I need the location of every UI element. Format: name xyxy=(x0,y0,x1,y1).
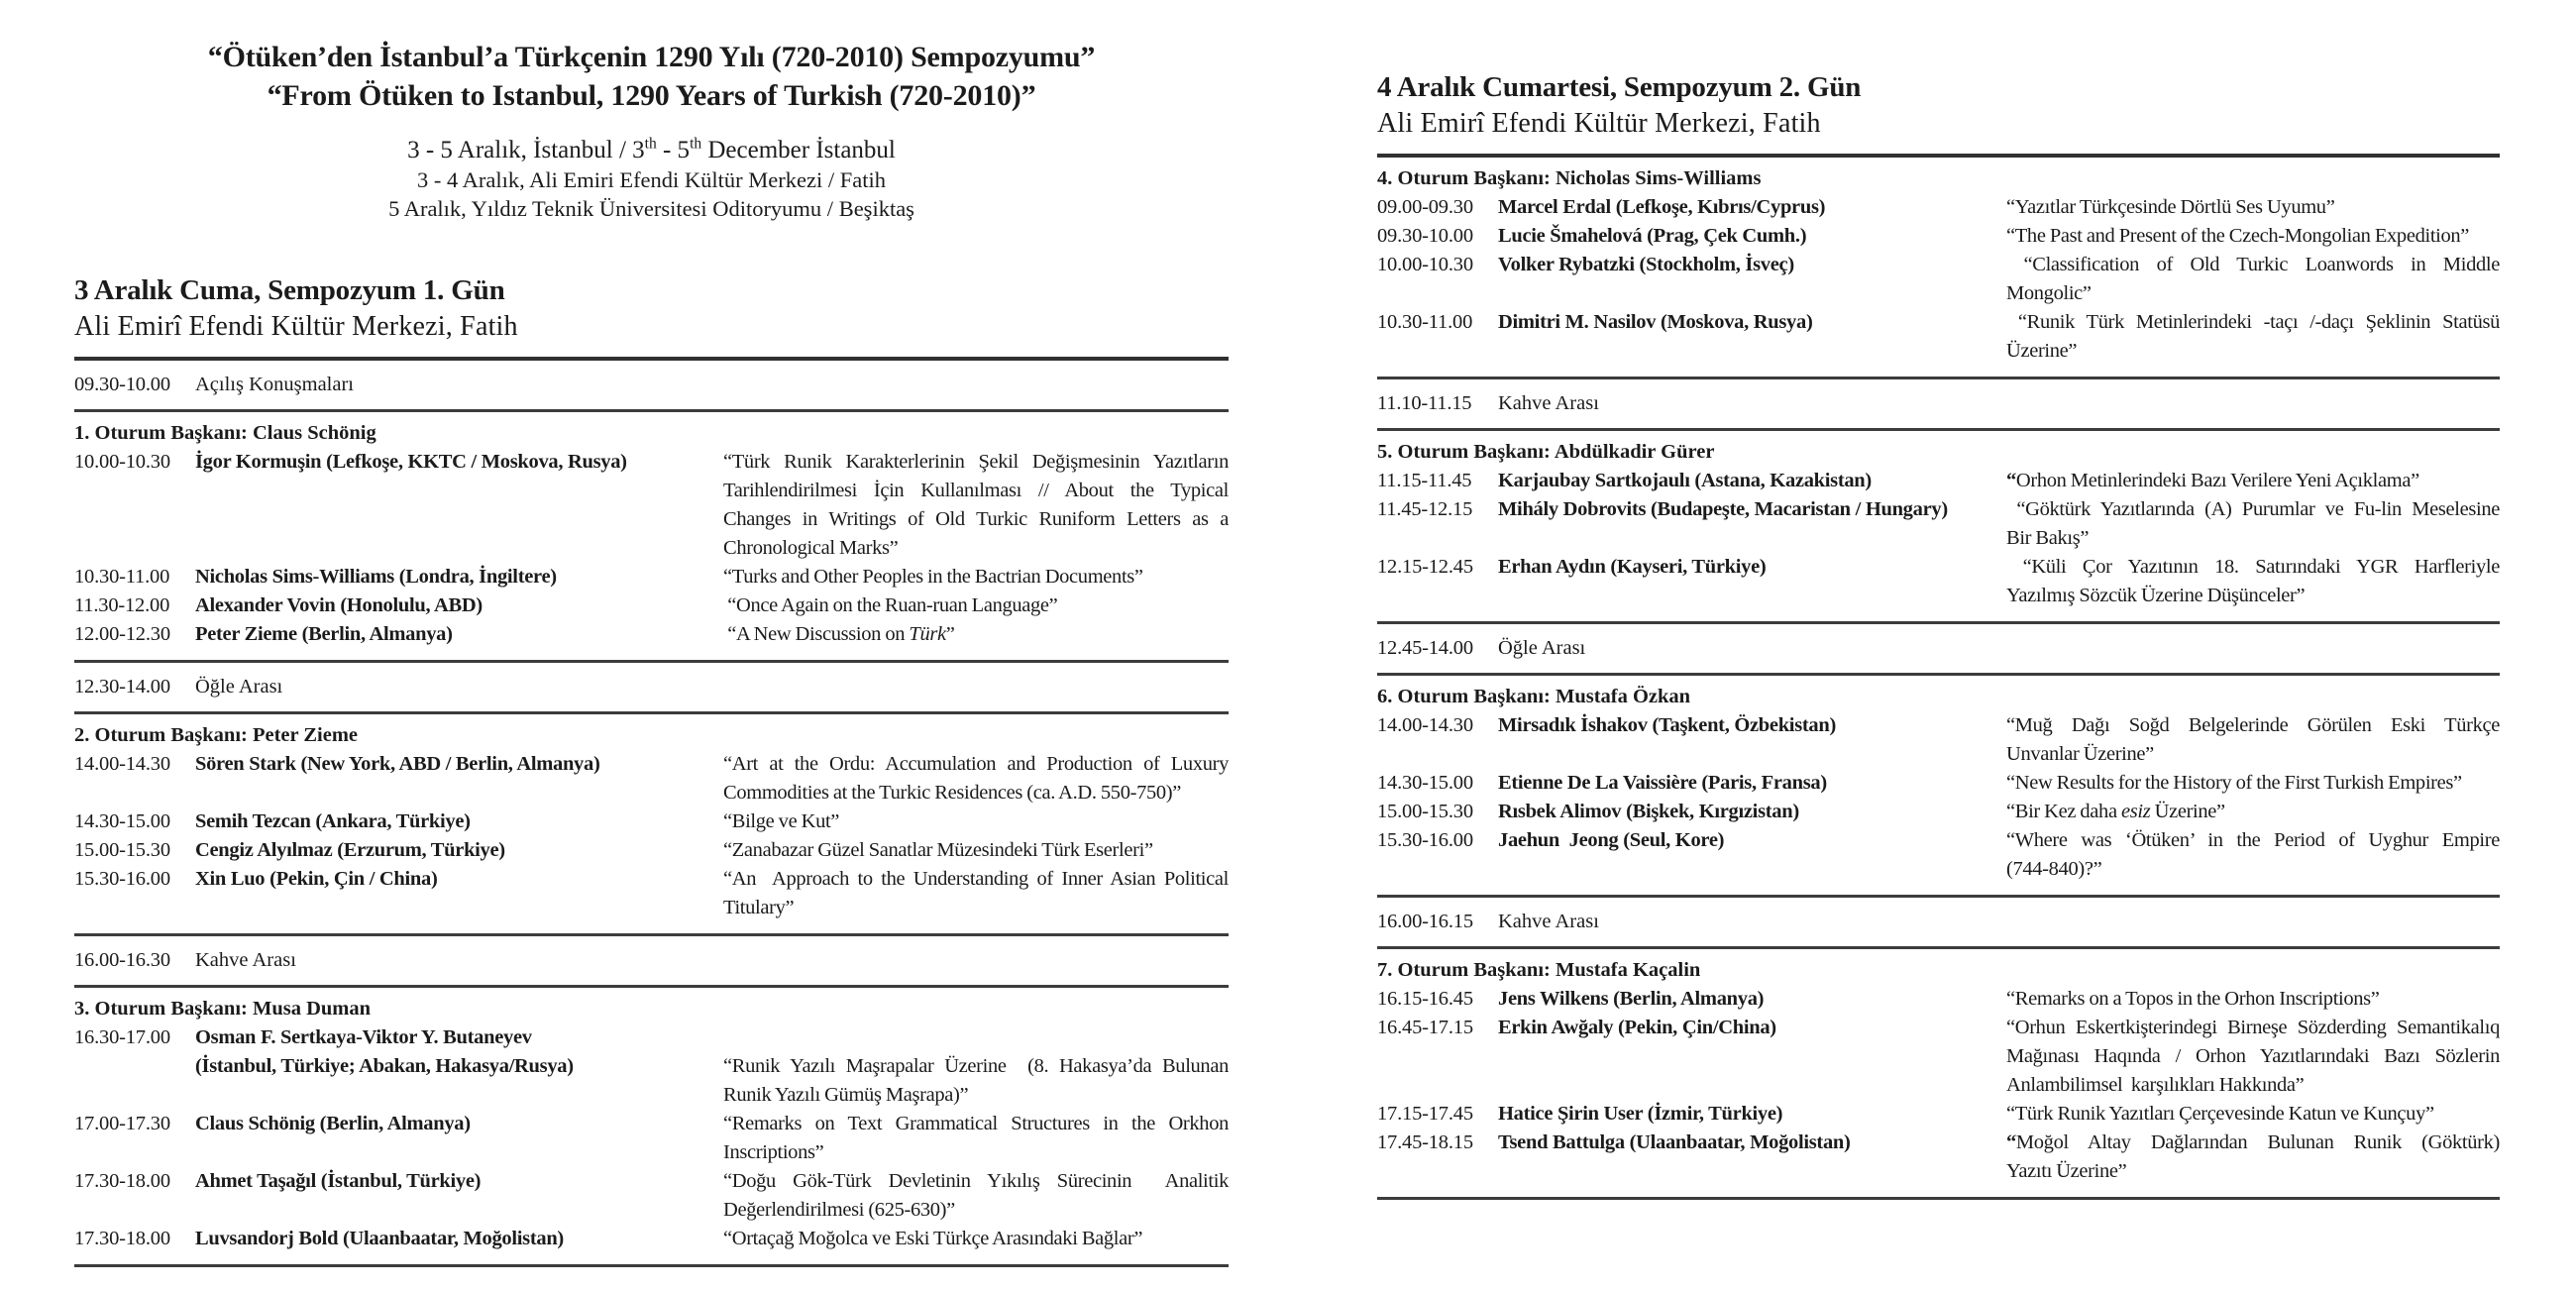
symposium-venue-2: 5 Aralık, Yıldız Teknik Üniversitesi Oditoryumu / Beşiktaş xyxy=(388,196,914,221)
speaker-line: Mirsadık İshakov (Taşkent, Özbekistan) xyxy=(1498,714,1836,736)
speaker-name xyxy=(1498,985,2006,1014)
schedule-row xyxy=(1377,769,2500,798)
schedule-row xyxy=(74,836,1229,865)
title-segment: “Where was ‘Ötüken’ in the Period of Uyghur Empire xyxy=(2006,829,2500,851)
speaker-name xyxy=(1498,308,2006,337)
title-segment: “The Past and Present of the Czech-Mongolian Expedition” xyxy=(2006,225,2470,247)
speaker-line: Xin Luo (Pekin, Çin / China) xyxy=(195,868,438,890)
speaker-name xyxy=(1498,193,2006,222)
time-range: 10.30-11.00 xyxy=(1377,311,1473,333)
paper-title xyxy=(2006,1014,2500,1100)
title-segment: Runik Yazılı Gümüş Maşrapa)” xyxy=(723,1084,969,1106)
schedule-row xyxy=(74,1110,1229,1167)
title-line xyxy=(723,865,1229,894)
title-segment: Bir Bakış” xyxy=(2006,527,2090,549)
schedule-row xyxy=(1377,711,2500,769)
paper-title xyxy=(723,448,1229,563)
title-line xyxy=(723,592,1229,620)
title-line xyxy=(2006,467,2500,495)
title-line xyxy=(723,1167,1229,1196)
title-segment: esiz xyxy=(2120,801,2151,822)
title-line xyxy=(723,1081,1229,1110)
title-line xyxy=(723,505,1229,534)
paper-title xyxy=(2006,467,2500,495)
speaker-name xyxy=(1498,553,2006,582)
break-label: Öğle Arası xyxy=(195,676,283,698)
time-range: 09.30-10.00 xyxy=(1377,225,1473,247)
title-segment: “Runik Yazılı Maşrapalar Üzerine (8. Hakasya’da Bulunan xyxy=(723,1055,1229,1077)
speaker-name xyxy=(195,563,723,592)
title-segment: Anlambilimsel karşılıkları Hakkında” xyxy=(2006,1074,2305,1096)
title-segment: “ xyxy=(2006,1131,2016,1153)
title-line xyxy=(723,448,1229,477)
title-line xyxy=(723,1225,1229,1253)
break-label: Öğle Arası xyxy=(1498,637,1586,659)
dates-text: - 5 xyxy=(656,137,691,163)
session-block xyxy=(1377,431,2500,621)
day-venue: Ali Emirî Efendi Kültür Merkezi, Fatih xyxy=(74,311,518,342)
speaker-name xyxy=(1498,1014,2006,1042)
day-heading-day1 xyxy=(74,272,1229,345)
speaker-line: Alexander Vovin (Honolulu, ABD) xyxy=(195,594,483,616)
time-range: 10.30-11.00 xyxy=(74,566,170,588)
title-line xyxy=(2006,1157,2500,1186)
speaker-name xyxy=(1498,467,2006,495)
break-row xyxy=(1377,898,2500,946)
paper-title xyxy=(2006,1100,2500,1129)
speaker-line: Karjaubay Sartkojaulı (Astana, Kazakistan) xyxy=(1498,470,1872,491)
title-segment: “Bilge ve Kut” xyxy=(723,810,840,832)
schedule-row xyxy=(1377,1129,2500,1186)
schedule-row xyxy=(1377,222,2500,251)
title-line xyxy=(2006,1071,2500,1100)
session-chair: 3. Oturum Başkanı: Musa Duman xyxy=(74,998,372,1020)
speaker-line: Jens Wilkens (Berlin, Almanya) xyxy=(1498,988,1765,1010)
schedule-row xyxy=(74,620,1229,649)
schedule-day1 xyxy=(74,357,1229,1267)
time-range: 12.30-14.00 xyxy=(74,676,170,698)
speaker-name xyxy=(1498,495,2006,524)
speaker-line: Claus Schönig (Berlin, Almanya) xyxy=(195,1113,471,1134)
time-range: 14.00-14.30 xyxy=(74,753,170,775)
title-segment: “A New Discussion on xyxy=(723,623,910,645)
time-range: 14.00-14.30 xyxy=(1377,714,1473,736)
title-line xyxy=(2006,798,2500,826)
time-range: 11.10-11.15 xyxy=(1377,392,1472,414)
dates-text: December İstanbul xyxy=(701,137,896,163)
speaker-line: Marcel Erdal (Lefkoşe, Kıbrıs/Cyprus) xyxy=(1498,196,1826,218)
time-range: 12.45-14.00 xyxy=(1377,637,1473,659)
paper-title xyxy=(723,836,1229,865)
title-line xyxy=(2006,1042,2500,1071)
title-segment: “Muğ Dağı Soğd Belgelerinde Görülen Eski Türkçe xyxy=(2006,714,2500,736)
title-segment: “Orhun Eskertkişterindegi Birneşe Sözderding Semantikalıq xyxy=(2006,1017,2500,1038)
time-range: 09.00-09.30 xyxy=(1377,196,1473,218)
paper-title xyxy=(2006,308,2500,366)
time-range: 15.30-16.00 xyxy=(74,868,170,890)
title-segment: “Remarks on a Topos in the Orhon Inscriptions” xyxy=(2006,988,2380,1010)
speaker-name xyxy=(1498,1129,2006,1157)
time-range: 11.30-12.00 xyxy=(74,594,170,616)
title-segment: “ xyxy=(2006,470,2016,491)
title-segment: “Ortaçağ Moğolca ve Eski Türkçe Arasındaki Bağlar” xyxy=(723,1228,1143,1249)
paper-title xyxy=(723,592,1229,620)
session-block xyxy=(1377,158,2500,377)
title-segment: “Bir Kez daha xyxy=(2006,801,2121,822)
time-range: 17.15-17.45 xyxy=(1377,1103,1473,1125)
title-segment: Inscriptions” xyxy=(723,1141,824,1163)
title-segment: Orhon Metinlerindeki Bazı Verilere Yeni Açıklama” xyxy=(2015,470,2419,491)
time-range: 16.00-16.30 xyxy=(74,949,170,971)
schedule-row xyxy=(1377,985,2500,1014)
time-range: 17.30-18.00 xyxy=(74,1228,170,1249)
session-chair: 2. Oturum Başkanı: Peter Zieme xyxy=(74,724,359,746)
schedule-row xyxy=(1377,251,2500,308)
title-segment: “Doğu Gök-Türk Devletinin Yıkılış Sürecinin Analitik xyxy=(723,1170,1229,1192)
title-segment: “Küli Çor Yazıtının 18. Satırındaki YGR Harfleriyle xyxy=(2006,556,2500,578)
title-segment: “Art at the Ordu: Accumulation and Production of Luxury xyxy=(723,753,1229,775)
title-segment: Titulary” xyxy=(723,897,795,918)
title-segment: Üzerine” xyxy=(2150,801,2225,822)
paper-title xyxy=(723,750,1229,807)
title-segment: “Remarks on Text Grammatical Structures in the Orkhon xyxy=(723,1113,1229,1134)
paper-title xyxy=(2006,985,2500,1014)
speaker-line: İgor Kormuşin (Lefkoşe, KKTC / Moskova, Rusya) xyxy=(195,451,627,473)
time-range: 16.00-16.15 xyxy=(1377,911,1473,932)
paper-title xyxy=(723,1023,1229,1110)
time-range: 11.45-12.15 xyxy=(1377,498,1473,520)
title-line xyxy=(2006,524,2500,553)
schedule-row xyxy=(1377,798,2500,826)
paper-title xyxy=(2006,1129,2500,1186)
schedule-row xyxy=(74,1023,1229,1110)
speaker-name xyxy=(195,1225,723,1253)
speaker-line: Lucie Šmahelová (Prag, Çek Cumh.) xyxy=(1498,225,1807,247)
session-block xyxy=(1377,676,2500,895)
title-line xyxy=(723,894,1229,922)
title-line xyxy=(2006,1014,2500,1042)
symposium-title-english: “From Ötüken to Istanbul, 1290 Years of Turkish (720-2010)” xyxy=(267,79,1036,112)
title-segment: Moğol Altay Dağlarından Bulunan Runik (Göktürk) xyxy=(2015,1131,2500,1153)
session-block xyxy=(74,714,1229,933)
schedule-row xyxy=(74,807,1229,836)
title-line xyxy=(723,1110,1229,1138)
title-line xyxy=(723,750,1229,779)
title-segment: “An Approach to the Understanding of Inner Asian Political xyxy=(723,868,1229,890)
paper-title xyxy=(2006,769,2500,798)
paper-title xyxy=(2006,711,2500,769)
break-label: Açılış Konuşmaları xyxy=(195,374,354,395)
speaker-name xyxy=(1498,769,2006,798)
speaker-name xyxy=(1498,1100,2006,1129)
time-range: 15.00-15.30 xyxy=(1377,801,1473,822)
title-line xyxy=(723,1052,1229,1081)
session-chair: 6. Oturum Başkanı: Mustafa Özkan xyxy=(1377,686,1691,707)
break-row xyxy=(1377,379,2500,428)
session-block xyxy=(1377,949,2500,1197)
schedule-row xyxy=(74,1225,1229,1253)
speaker-line: Erkin Awğaly (Pekin, Çin/China) xyxy=(1498,1017,1776,1038)
time-range: 14.30-15.00 xyxy=(1377,772,1473,794)
title-line xyxy=(723,1138,1229,1167)
speaker-line: Erhan Aydın (Kayseri, Türkiye) xyxy=(1498,556,1767,578)
title-line xyxy=(2006,251,2500,279)
program-page-day1 xyxy=(74,38,1229,1267)
session-block xyxy=(74,412,1229,660)
time-range: 10.00-10.30 xyxy=(74,451,170,473)
speaker-name xyxy=(1498,222,2006,251)
speaker-line: Volker Rybatzki (Stockholm, İsveç) xyxy=(1498,254,1794,275)
schedule-row xyxy=(1377,1014,2500,1100)
break-row xyxy=(74,663,1229,711)
speaker-line: Semih Tezcan (Ankara, Türkiye) xyxy=(195,810,471,832)
title-segment: Mağınası Haqında / Orhon Yazıtlarındaki Bazı Sözlerin xyxy=(2006,1045,2500,1067)
paper-title xyxy=(2006,798,2500,826)
schedule-row xyxy=(1377,495,2500,553)
title-line xyxy=(2006,582,2500,610)
time-range: 09.30-10.00 xyxy=(74,374,170,395)
ordinal-superscript: th xyxy=(644,135,657,153)
session-chair: 7. Oturum Başkanı: Mustafa Kaçalin xyxy=(1377,959,1701,981)
speaker-name xyxy=(195,592,723,620)
title-segment: (744-840)?” xyxy=(2006,858,2102,880)
time-range: 17.45-18.15 xyxy=(1377,1131,1473,1153)
speaker-line: Osman F. Sertkaya-Viktor Y. Butaneyev xyxy=(195,1026,532,1048)
time-range: 10.00-10.30 xyxy=(1377,254,1473,275)
speaker-line: Etienne De La Vaissière (Paris, Fransa) xyxy=(1498,772,1827,794)
paper-title xyxy=(2006,222,2500,251)
speaker-name xyxy=(195,750,723,779)
schedule-row xyxy=(1377,467,2500,495)
time-range: 11.15-11.45 xyxy=(1377,470,1472,491)
time-range: 17.30-18.00 xyxy=(74,1170,170,1192)
time-range: 16.45-17.15 xyxy=(1377,1017,1473,1038)
speaker-name xyxy=(1498,711,2006,740)
title-segment: “Göktürk Yazıtlarında (A) Purumlar ve Fu-lin Meselesine xyxy=(2006,498,2500,520)
paper-title xyxy=(723,1110,1229,1167)
speaker-line: Rısbek Alimov (Bişkek, Kırgızistan) xyxy=(1498,801,1799,822)
title-line xyxy=(723,620,1229,649)
title-segment: Türk xyxy=(909,623,946,645)
title-segment: Unvanlar Üzerine” xyxy=(2006,743,2154,765)
day-venue: Ali Emirî Efendi Kültür Merkezi, Fatih xyxy=(1377,108,1821,139)
divider-rule xyxy=(74,1264,1229,1267)
paper-title xyxy=(2006,553,2500,610)
time-range: 15.00-15.30 xyxy=(74,839,170,861)
title-segment: “Classification of Old Turkic Loanwords in Middle xyxy=(2006,254,2501,275)
title-segment: ” xyxy=(945,623,955,645)
title-segment: Üzerine” xyxy=(2006,340,2078,362)
title-line xyxy=(2006,1100,2500,1129)
speaker-line: Hatice Şirin User (İzmir, Türkiye) xyxy=(1498,1103,1783,1125)
speaker-line: (İstanbul, Türkiye; Abakan, Hakasya/Rusya) xyxy=(195,1055,574,1077)
title-segment: Chronological Marks” xyxy=(723,537,899,559)
speaker-line: Cengiz Alyılmaz (Erzurum, Türkiye) xyxy=(195,839,505,861)
time-range: 12.15-12.45 xyxy=(1377,556,1473,578)
title-segment: “Yazıtlar Türkçesinde Dörtlü Ses Uyumu” xyxy=(2006,196,2335,218)
title-line xyxy=(723,534,1229,563)
paper-title xyxy=(723,865,1229,922)
speaker-name xyxy=(195,620,723,649)
break-row xyxy=(74,936,1229,985)
speaker-name xyxy=(195,1110,723,1138)
schedule-row xyxy=(74,563,1229,592)
ordinal-superscript: th xyxy=(690,135,702,153)
title-segment: Mongolic” xyxy=(2006,282,2092,304)
program-page-day2 xyxy=(1377,69,2500,1200)
symposium-venue-1: 3 - 4 Aralık, Ali Emiri Efendi Kültür Merkezi / Fatih xyxy=(416,167,887,192)
dates-text: 3 - 5 Aralık, İstanbul / 3 xyxy=(407,137,645,163)
title-line xyxy=(2006,985,2500,1014)
schedule-row xyxy=(74,865,1229,922)
speaker-line: Jaehun Jeong (Seul, Kore) xyxy=(1498,829,1725,851)
schedule-row xyxy=(74,448,1229,563)
symposium-title-turkish: “Ötüken’den İstanbul’a Türkçenin 1290 Yılı (720-2010) Sempozyumu” xyxy=(207,41,1096,73)
title-line xyxy=(2006,855,2500,884)
paper-title xyxy=(723,807,1229,836)
speaker-line: Peter Zieme (Berlin, Almanya) xyxy=(195,623,453,645)
title-segment: Yazıtı Üzerine” xyxy=(2006,1160,2127,1182)
time-range: 16.30-17.00 xyxy=(74,1026,170,1048)
title-line xyxy=(2006,553,2500,582)
schedule-day2 xyxy=(1377,154,2500,1200)
speaker-name xyxy=(195,865,723,894)
time-range: 12.00-12.30 xyxy=(74,623,170,645)
title-segment: Changes in Writings of Old Turkic Runiform Letters as a xyxy=(723,508,1229,530)
symposium-header xyxy=(74,38,1229,223)
title-line xyxy=(2006,495,2500,524)
paper-title xyxy=(2006,251,2500,308)
paper-title xyxy=(723,620,1229,649)
session-chair: 1. Oturum Başkanı: Claus Schönig xyxy=(74,422,376,444)
symposium-dates xyxy=(74,135,1229,165)
session-chair: 5. Oturum Başkanı: Abdülkadir Gürer xyxy=(1377,441,1715,463)
title-segment: “Runik Türk Metinlerindeki -taçı /-daçı Şeklinin Statüsü xyxy=(2006,311,2500,333)
speaker-line: Mihály Dobrovits (Budapeşte, Macaristan / Hungary) xyxy=(1498,498,1948,520)
break-label: Kahve Arası xyxy=(1498,911,1599,932)
speaker-name xyxy=(195,836,723,865)
speaker-line: Nicholas Sims-Williams (Londra, İngiltere) xyxy=(195,566,557,588)
time-range: 15.30-16.00 xyxy=(1377,829,1473,851)
session-block xyxy=(74,988,1229,1264)
title-segment: “Türk Runik Yazıtları Çerçevesinde Katun ve Kunçuy” xyxy=(2006,1103,2434,1125)
speaker-line: Sören Stark (New York, ABD / Berlin, Almanya) xyxy=(195,753,600,775)
day-title: 3 Aralık Cuma, Sempozyum 1. Gün xyxy=(74,274,505,306)
break-label: Kahve Arası xyxy=(195,949,296,971)
speaker-name xyxy=(195,1023,723,1081)
schedule-row xyxy=(1377,553,2500,610)
title-line xyxy=(723,836,1229,865)
paper-title xyxy=(2006,826,2500,884)
title-segment: Tarihlendirilmesi İçin Kullanılması // About the Typical xyxy=(723,480,1229,501)
paper-title xyxy=(723,563,1229,592)
divider-rule xyxy=(1377,1197,2500,1200)
paper-title xyxy=(2006,193,2500,222)
schedule-row xyxy=(1377,308,2500,366)
title-line xyxy=(723,807,1229,836)
title-segment: “New Results for the History of the First Turkish Empires” xyxy=(2006,772,2462,794)
speaker-name xyxy=(1498,798,2006,826)
speaker-line: Dimitri M. Nasilov (Moskova, Rusya) xyxy=(1498,311,1813,333)
paper-title xyxy=(2006,495,2500,553)
title-segment: Değerlendirilmesi (625-630)” xyxy=(723,1199,955,1221)
title-line xyxy=(2006,337,2500,366)
title-line xyxy=(2006,222,2500,251)
schedule-row xyxy=(1377,1100,2500,1129)
speaker-name xyxy=(195,448,723,477)
title-line xyxy=(2006,711,2500,740)
break-row xyxy=(1377,624,2500,673)
break-row xyxy=(74,361,1229,409)
speaker-line: Ahmet Taşağıl (İstanbul, Türkiye) xyxy=(195,1170,482,1192)
time-range: 17.00-17.30 xyxy=(74,1113,170,1134)
time-range: 16.15-16.45 xyxy=(1377,988,1473,1010)
title-line xyxy=(2006,193,2500,222)
title-line xyxy=(723,779,1229,807)
title-line xyxy=(723,477,1229,505)
speaker-name xyxy=(1498,826,2006,855)
title-line xyxy=(2006,1129,2500,1157)
title-line xyxy=(2006,308,2500,337)
title-segment: Commodities at the Turkic Residences (ca. A.D. 550-750)” xyxy=(723,782,1181,804)
break-label: Kahve Arası xyxy=(1498,392,1599,414)
title-line xyxy=(2006,769,2500,798)
title-segment: “Turks and Other Peoples in the Bactrian Documents” xyxy=(723,566,1143,588)
schedule-row xyxy=(74,1167,1229,1225)
speaker-line: Luvsandorj Bold (Ulaanbaatar, Moğolistan) xyxy=(195,1228,564,1249)
day-heading-day2 xyxy=(1377,69,2500,142)
title-line xyxy=(723,563,1229,592)
session-chair: 4. Oturum Başkanı: Nicholas Sims-Williams xyxy=(1377,167,1762,189)
title-segment: “Türk Runik Karakterlerinin Şekil Değişmesinin Yazıtların xyxy=(723,451,1229,473)
speaker-name xyxy=(195,807,723,836)
title-segment: “Zanabazar Güzel Sanatlar Müzesindeki Türk Eserleri” xyxy=(723,839,1153,861)
speaker-name xyxy=(1498,251,2006,279)
title-line xyxy=(2006,279,2500,308)
title-line xyxy=(723,1196,1229,1225)
title-segment: Yazılmış Sözcük Üzerine Düşünceler” xyxy=(2006,585,2306,606)
schedule-row xyxy=(1377,826,2500,884)
paper-title xyxy=(723,1167,1229,1225)
paper-title xyxy=(723,1225,1229,1253)
schedule-row xyxy=(1377,193,2500,222)
time-range: 14.30-15.00 xyxy=(74,810,170,832)
title-line xyxy=(2006,740,2500,769)
speaker-name xyxy=(195,1167,723,1196)
schedule-row xyxy=(74,750,1229,807)
title-line xyxy=(2006,826,2500,855)
title-segment: “Once Again on the Ruan-ruan Language” xyxy=(723,594,1058,616)
schedule-row xyxy=(74,592,1229,620)
speaker-line: Tsend Battulga (Ulaanbaatar, Moğolistan) xyxy=(1498,1131,1851,1153)
day-title: 4 Aralık Cumartesi, Sempozyum 2. Gün xyxy=(1377,71,1862,103)
